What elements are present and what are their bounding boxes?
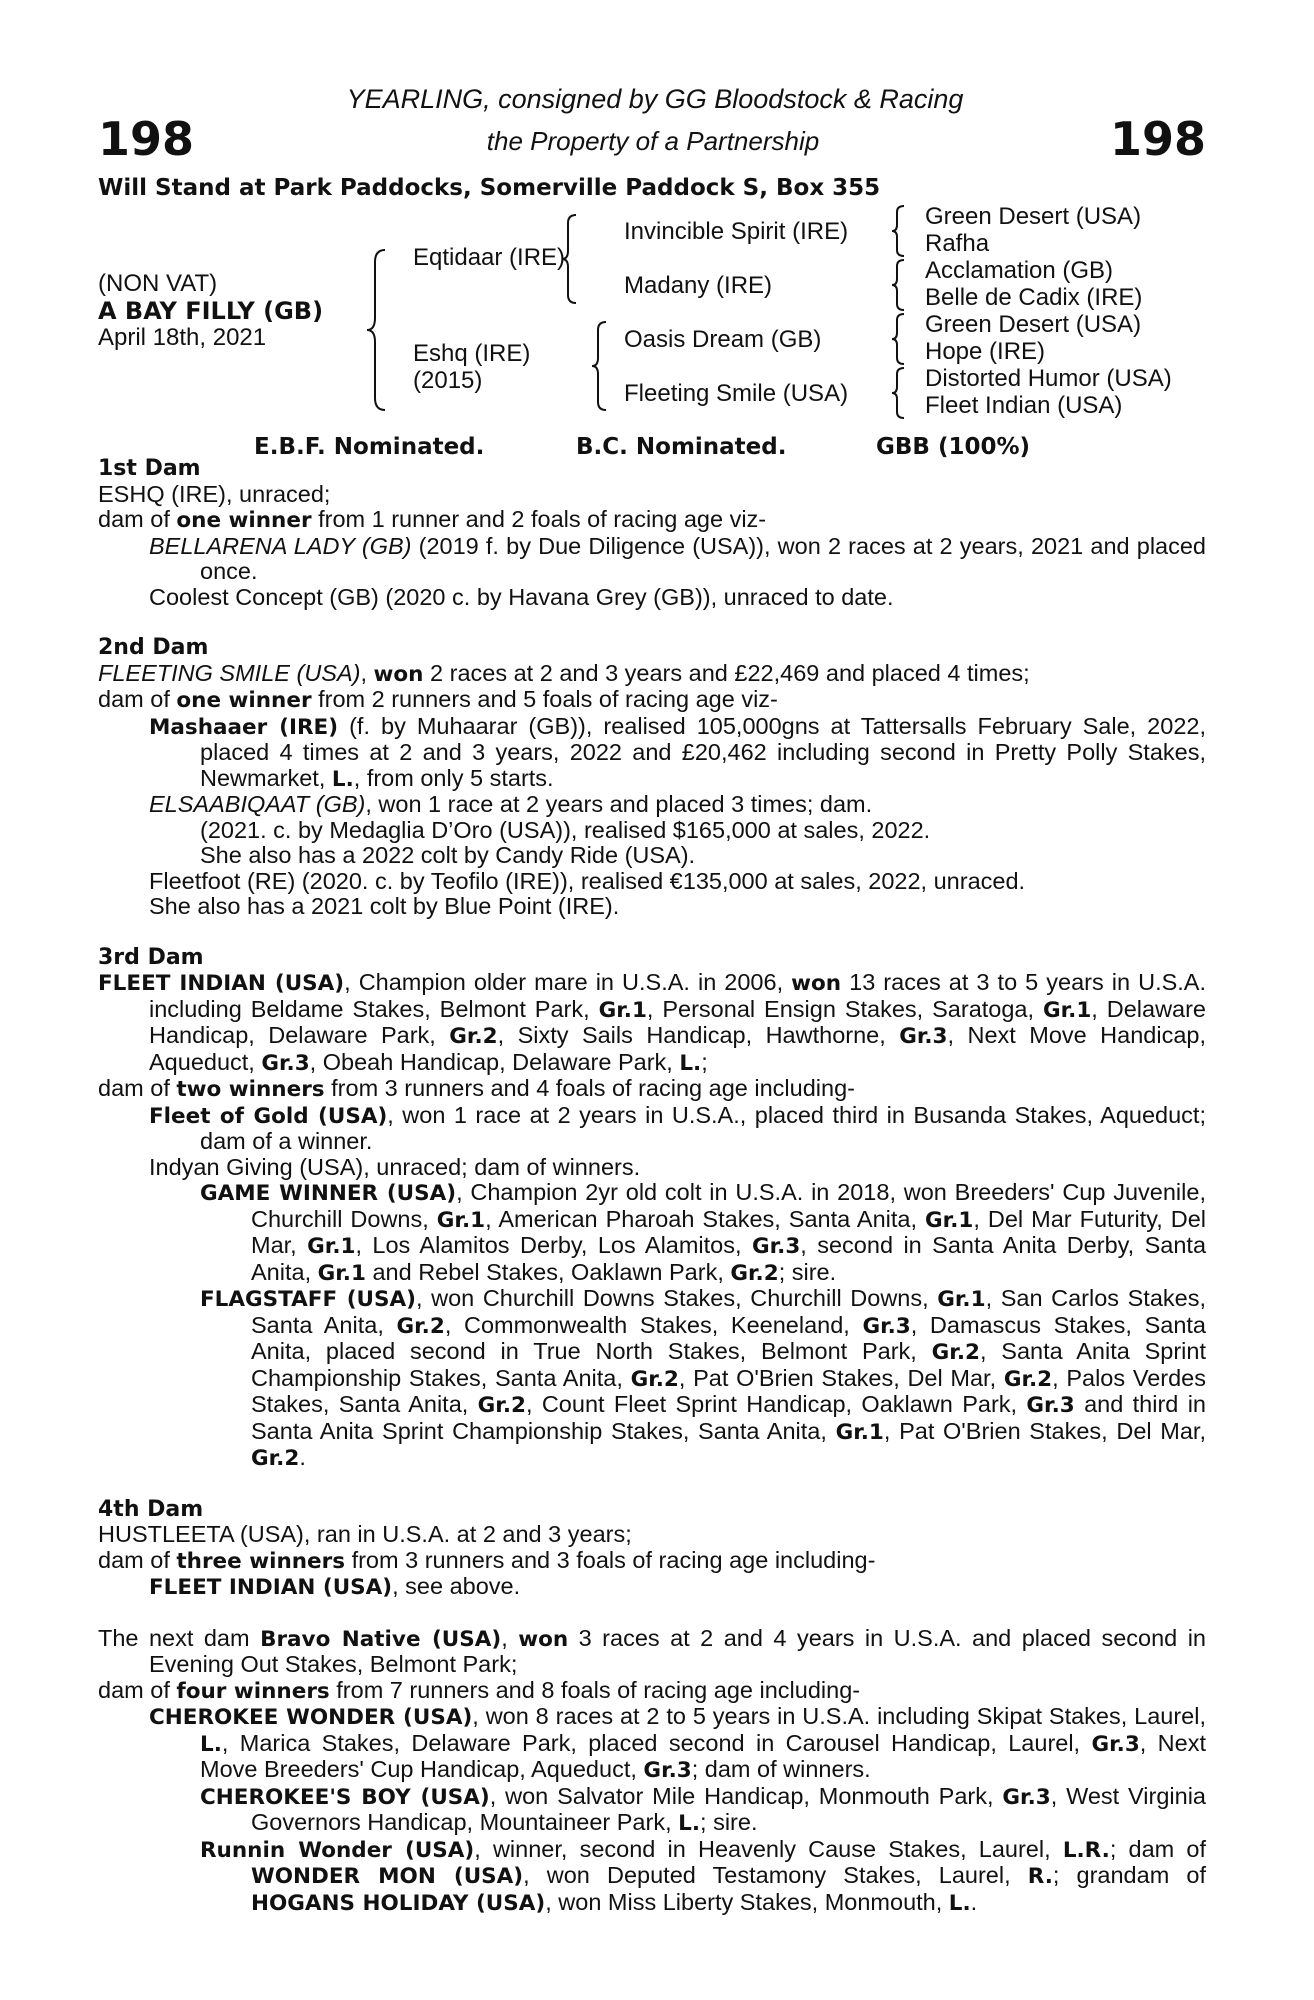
progeny-entry: dam of one winner from 2 runners and 5 foals of racing age viz- — [98, 686, 778, 713]
progeny-entry: Runnin Wonder (USA), winner, second in Heavenly Cause Stakes, Laurel, L.R.; dam of WONDER MON (USA), won Deputed Testamony Stakes, Laurel, R.; grandam of HOGANS HOLIDAY (USA), won Miss Liberty Stakes, Monmouth, L.. — [200, 1835, 1206, 1916]
pedigree-dds: Distorted Humor (USA) — [925, 365, 1172, 392]
progeny-entry: CHEROKEE WONDER (USA), won 8 races at 2 to 5 years in U.S.A. including Skipat Stakes, Laurel, L., Marica Stakes, Delaware Park, placed second in Carousel Handicap, Laurel, Gr.3, Next Move Breeders' Cup Handicap, Aqueduct, Gr.3; dam of winners. — [149, 1703, 1206, 1783]
catalogue-body — [98, 456, 1206, 1916]
progeny-entry: dam of four winners from 7 runners and 8 foals of racing age including- — [98, 1676, 861, 1704]
pedigree-brace-ss — [890, 204, 908, 258]
pedigree-brace-sd — [890, 258, 908, 312]
progeny-entry: Fleet of Gold (USA), won 1 race at 2 years in U.S.A., placed third in Busanda Stakes, Aqueduct; dam of a winner. — [149, 1101, 1206, 1154]
pedigree-ssd: Rafha — [925, 230, 990, 257]
horse-name: A BAY FILLY (GB) — [98, 297, 324, 325]
section-heading: 3rd Dam — [98, 944, 204, 970]
pedigree-section — [98, 456, 1206, 610]
pedigree-dam-dam: Fleeting Smile (USA) — [624, 380, 849, 407]
pedigree-section — [98, 1497, 1206, 1601]
progeny-entry: Fleetfoot (RE) (2020. c. by Teofilo (IRE)), realised €135,000 at sales, 2022, unraced. — [149, 867, 1026, 894]
progeny-entry: She also has a 2022 colt by Candy Ride (USA). — [200, 842, 696, 868]
progeny-entry: dam of three winners from 3 runners and 3 foals of racing age including- — [98, 1546, 876, 1574]
pedigree-section — [98, 945, 1206, 1472]
pedigree-section — [98, 635, 1206, 920]
pedigree-sdd: Belle de Cadix (IRE) — [925, 284, 1143, 311]
lot-number-right: 198 — [1109, 112, 1206, 166]
pedigree-ddd: Fleet Indian (USA) — [925, 392, 1123, 419]
section-heading: 4th Dam — [98, 1496, 204, 1522]
section-heading: 2nd Dam — [98, 635, 209, 660]
consignor-line: YEARLING, consigned by GG Bloodstock & Racing — [346, 84, 964, 114]
pedigree-brace-dd — [890, 366, 908, 420]
pedigree-sire-sire: Invincible Spirit (IRE) — [624, 218, 849, 245]
pedigree-dsd: Hope (IRE) — [925, 338, 1046, 365]
bc-nomination: B.C. Nominated. — [576, 434, 787, 460]
progeny-entry: BELLARENA LADY (GB) (2019 f. by Due Diligence (USA)), won 2 races at 2 years, 2021 and placed once. — [149, 532, 1207, 584]
progeny-entry: ELSAABIQAAT (GB), won 1 race at 2 years and placed 3 times; dam. — [149, 791, 873, 817]
section-gap — [98, 610, 1206, 635]
section-gap — [98, 1601, 1206, 1626]
progeny-entry: FLAGSTAFF (USA), won Churchill Downs Stakes, Churchill Downs, Gr.1, San Carlos Stakes, Santa Anita, Gr.2, Commonwealth Stakes, Keeneland, Gr.3, Damascus Stakes, Santa Anita, placed second in True North Stakes, Belmont Park, Gr.2, Santa Anita Sprint Championship Stakes, Santa Anita, Gr.2, Pat O'Brien Stakes, Del Mar, Gr.2, Palos Verdes Stakes, Santa Anita, Gr.2, Count Fleet Sprint Handicap, Oaklawn Park, Gr.3 and third in Santa Anita Sprint Championship Stakes, Santa Anita, Gr.1, Pat O'Brien Stakes, Del Mar, Gr.2. — [200, 1285, 1207, 1471]
progeny-entry: GAME WINNER (USA), Champion 2yr old colt in U.S.A. in 2018, won Breeders' Cup Juvenile, Churchill Downs, Gr.1, American Pharoah Stakes, Santa Anita, Gr.1, Del Mar Futurity, Del Mar, Gr.1, Los Alamitos Derby, Los Alamitos, Gr.3, second in Santa Anita Derby, Santa Anita, Gr.1 and Rebel Stakes, Oaklawn Park, Gr.2; sire. — [200, 1179, 1207, 1286]
gbb-status: GBB (100%) — [876, 434, 1031, 460]
pedigree-sire-dam: Madany (IRE) — [624, 272, 773, 299]
pedigree-dam-year: (2015) — [413, 367, 483, 394]
progeny-entry: ESHQ (IRE), unraced; — [98, 480, 331, 507]
progeny-entry: (2021. c. by Medaglia D’Oro (USA)), realised $165,000 at sales, 2022. — [200, 816, 931, 843]
pedigree-sire: Eqtidaar (IRE) — [413, 244, 566, 271]
stand-location: Will Stand at Park Paddocks, Somerville Paddock S, Box 355 — [98, 175, 881, 201]
section-gap — [98, 920, 1206, 945]
pedigree-brace-ds — [890, 312, 908, 366]
progeny-entry: FLEET INDIAN (USA), see above. — [149, 1573, 521, 1600]
lot-number-left: 198 — [98, 112, 195, 166]
progeny-entry: The next dam Bravo Native (USA), won 3 races at 2 and 4 years in U.S.A. and placed second in Evening Out Stakes, Belmont Park; — [98, 1624, 1206, 1677]
progeny-entry: CHEROKEE'S BOY (USA), won Salvator Mile Handicap, Monmouth Park, Gr.3, West Virginia Governors Handicap, Mountaineer Park, L.; sire. — [200, 1782, 1207, 1836]
vat-status: (NON VAT) — [98, 270, 218, 297]
progeny-entry: FLEET INDIAN (USA), Champion older mare in U.S.A. in 2006, won 13 races at 3 to 5 years in U.S.A. including Beldame Stakes, Belmont Park, Gr.1, Personal Ensign Stakes, Saratoga, Gr.1, Delaware Handicap, Delaware Park, Gr.2, Sixty Sails Handicap, Hawthorne, Gr.3, Next Move Handicap, Aqueduct, Gr.3, Obeah Handicap, Delaware Park, L.; — [98, 969, 1207, 1076]
foaling-date: April 18th, 2021 — [98, 324, 267, 351]
section-gap — [98, 1472, 1206, 1497]
pedigree-dam-sire: Oasis Dream (GB) — [624, 326, 822, 353]
pedigree-section — [98, 1626, 1206, 1917]
pedigree-brace-dam — [590, 320, 610, 412]
progeny-entry: She also has a 2021 colt by Blue Point (IRE). — [149, 893, 620, 919]
pedigree-dss: Green Desert (USA) — [925, 311, 1142, 338]
progeny-entry: Indyan Giving (USA), unraced; dam of winners. — [149, 1153, 641, 1180]
progeny-entry: HUSTLEETA (USA), ran in U.S.A. at 2 and 3 years; — [98, 1521, 632, 1547]
progeny-entry: dam of two winners from 3 runners and 4 foals of racing age including- — [98, 1075, 855, 1102]
pedigree-dam: Eshq (IRE) — [413, 340, 531, 367]
section-heading: 1st Dam — [98, 456, 201, 481]
pedigree-sds: Acclamation (GB) — [925, 257, 1114, 284]
ebf-nomination: E.B.F. Nominated. — [254, 434, 485, 460]
pedigree-brace-main — [365, 248, 389, 412]
progeny-entry: FLEETING SMILE (USA), won 2 races at 2 and 3 years and £22,469 and placed 4 times; — [98, 659, 1030, 687]
pedigree-sss: Green Desert (USA) — [925, 203, 1142, 230]
property-line: the Property of a Partnership — [486, 126, 820, 156]
progeny-entry: Coolest Concept (GB) (2020 c. by Havana Grey (GB)), unraced to date. — [149, 583, 894, 610]
progeny-entry: Mashaaer (IRE) (f. by Muhaarar (GB)), realised 105,000gns at Tattersalls February Sale, 2022, placed 4 times at 2 and 3 years, 2022 and £20,462 including second in Pretty Polly Stakes, Newmarket, L., from only 5 starts. — [149, 712, 1206, 792]
progeny-entry: dam of one winner from 1 runner and 2 foals of racing age viz- — [98, 506, 767, 533]
